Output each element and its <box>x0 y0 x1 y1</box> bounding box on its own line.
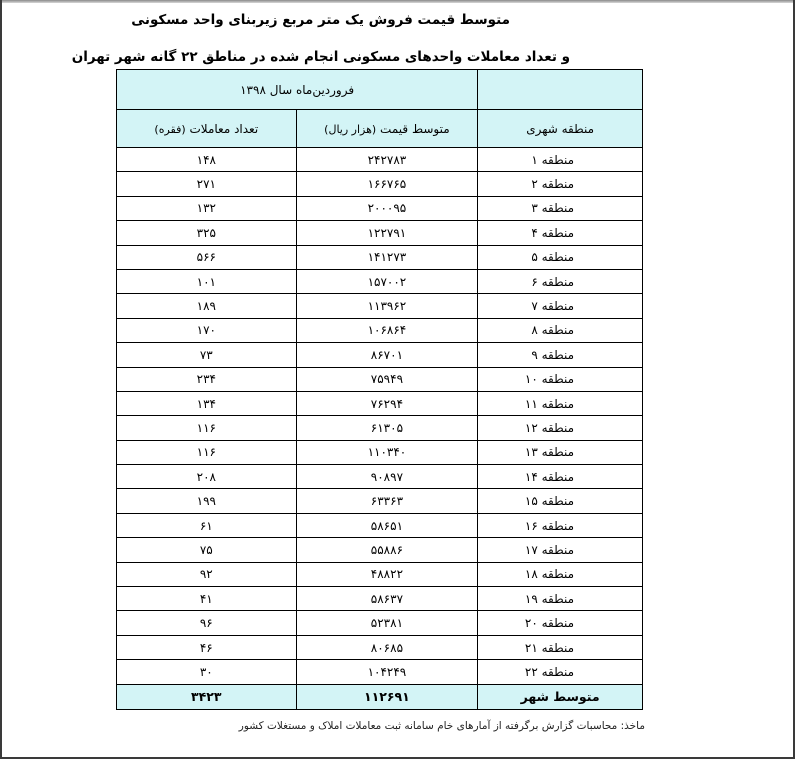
cell-price: ۵۲۳۸۱ <box>296 611 478 635</box>
table-row <box>117 489 643 513</box>
cell-count: ۲۳۴ <box>117 367 297 391</box>
cell-count: ۹۶ <box>117 611 297 635</box>
cell-region: منطقه ۱۶ <box>478 513 643 537</box>
cell-region: منطقه ۳ <box>478 196 643 220</box>
column-header-count <box>117 110 297 148</box>
table-row <box>117 611 643 635</box>
cell-region: منطقه ۱ <box>478 148 643 172</box>
cell-count: ۳۰ <box>117 660 297 684</box>
table-row <box>117 196 643 220</box>
cell-count: ۱۴۸ <box>117 148 297 172</box>
cell-count: ۱۱۶ <box>117 440 297 464</box>
cell-count: ۷۵ <box>117 538 297 562</box>
cell-region: منطقه ۵ <box>478 245 643 269</box>
table-row <box>117 513 643 537</box>
table-row <box>117 343 643 367</box>
cell-count: ۱۸۹ <box>117 294 297 318</box>
column-header-count-unit: (فقره) <box>154 122 186 136</box>
cell-count: ۴۱ <box>117 587 297 611</box>
cell-count: ۴۶ <box>117 635 297 659</box>
table-row <box>117 465 643 489</box>
cell-price: ۵۸۶۳۷ <box>296 587 478 611</box>
table-row <box>117 538 643 562</box>
cell-price: ۱۰۴۲۴۹ <box>296 660 478 684</box>
source-note: ماخذ: محاسبات گزارش برگرفته از آمارهای خام سامانه ثبت معاملات املاک و مستغلات کشور <box>238 720 645 732</box>
cell-region: منطقه ۷ <box>478 294 643 318</box>
cell-region: منطقه ۲۱ <box>478 635 643 659</box>
document-title-line-1: متوسط قیمت فروش یک متر مربع زیربنای واحد مسکونی <box>131 12 510 28</box>
document-title-line-2: و تعداد معاملات واحدهای مسکونی انجام شده در مناطق ۲۲ گانه شهر تهران <box>71 49 570 65</box>
column-header-price-unit: (هزار ریال) <box>324 122 377 136</box>
table-header-period-row <box>117 70 643 110</box>
cell-region: منطقه ۱۱ <box>478 391 643 415</box>
total-price: ۱۱۲۶۹۱ <box>296 684 478 709</box>
cell-count: ۹۲ <box>117 562 297 586</box>
table-row <box>117 660 643 684</box>
table-row <box>117 245 643 269</box>
header-empty-cell <box>478 70 643 110</box>
cell-count: ۲۰۸ <box>117 465 297 489</box>
window-left-border <box>0 0 2 759</box>
cell-region: منطقه ۱۴ <box>478 465 643 489</box>
cell-count: ۲۷۱ <box>117 172 297 196</box>
table-row <box>117 367 643 391</box>
cell-price: ۵۵۸۸۶ <box>296 538 478 562</box>
column-header-region-label: منطقه شهری <box>526 121 594 136</box>
cell-region: منطقه ۱۹ <box>478 587 643 611</box>
cell-region: منطقه ۱۵ <box>478 489 643 513</box>
table-row <box>117 221 643 245</box>
table-row <box>117 587 643 611</box>
cell-count: ۱۳۴ <box>117 391 297 415</box>
cell-region: منطقه ۱۲ <box>478 416 643 440</box>
table-row <box>117 440 643 464</box>
cell-price: ۷۶۲۹۴ <box>296 391 478 415</box>
cell-price: ۱۵۷۰۰۲ <box>296 269 478 293</box>
cell-region: منطقه ۲۰ <box>478 611 643 635</box>
column-header-price-label: متوسط قیمت <box>380 121 450 136</box>
cell-price: ۸۰۶۸۵ <box>296 635 478 659</box>
cell-region: منطقه ۶ <box>478 269 643 293</box>
window-top-border <box>0 0 795 3</box>
cell-region: منطقه ۱۸ <box>478 562 643 586</box>
cell-region: منطقه ۹ <box>478 343 643 367</box>
cell-price: ۴۸۸۲۲ <box>296 562 478 586</box>
price-table <box>116 69 643 710</box>
table-row <box>117 416 643 440</box>
cell-count: ۳۲۵ <box>117 221 297 245</box>
table-total-row <box>117 684 643 709</box>
cell-count: ۱۰۱ <box>117 269 297 293</box>
table-row <box>117 294 643 318</box>
cell-price: ۱۰۶۸۶۴ <box>296 318 478 342</box>
cell-count: ۱۹۹ <box>117 489 297 513</box>
cell-region: منطقه ۸ <box>478 318 643 342</box>
cell-price: ۹۰۸۹۷ <box>296 465 478 489</box>
table-row <box>117 318 643 342</box>
cell-region: منطقه ۱۷ <box>478 538 643 562</box>
table-row <box>117 391 643 415</box>
total-count: ۳۴۲۳ <box>117 684 297 709</box>
cell-price: ۱۲۲۷۹۱ <box>296 221 478 245</box>
header-period: فروردین‌ماه سال ۱۳۹۸ <box>117 70 478 110</box>
column-header-price <box>296 110 478 148</box>
cell-region: منطقه ۴ <box>478 221 643 245</box>
cell-price: ۶۳۳۶۳ <box>296 489 478 513</box>
total-label: متوسط شهر <box>478 684 643 709</box>
cell-region: منطقه ۱۳ <box>478 440 643 464</box>
cell-price: ۷۵۹۴۹ <box>296 367 478 391</box>
cell-count: ۱۷۰ <box>117 318 297 342</box>
cell-region: منطقه ۱۰ <box>478 367 643 391</box>
table-header-columns-row <box>117 110 643 148</box>
table-row <box>117 269 643 293</box>
cell-price: ۱۱۳۹۶۲ <box>296 294 478 318</box>
column-header-count-label: تعداد معاملات <box>189 121 259 136</box>
cell-region: منطقه ۲ <box>478 172 643 196</box>
cell-price: ۵۸۶۵۱ <box>296 513 478 537</box>
cell-price: ۱۴۱۲۷۳ <box>296 245 478 269</box>
cell-price: ۶۱۳۰۵ <box>296 416 478 440</box>
cell-count: ۷۳ <box>117 343 297 367</box>
cell-count: ۱۱۶ <box>117 416 297 440</box>
cell-count: ۶۱ <box>117 513 297 537</box>
cell-price: ۱۶۶۷۶۵ <box>296 172 478 196</box>
column-header-region <box>478 110 643 148</box>
cell-region: منطقه ۲۲ <box>478 660 643 684</box>
table-row <box>117 172 643 196</box>
cell-price: ۲۴۲۷۸۳ <box>296 148 478 172</box>
table-row <box>117 562 643 586</box>
cell-price: ۱۱۰۳۴۰ <box>296 440 478 464</box>
table-row <box>117 148 643 172</box>
cell-count: ۱۳۲ <box>117 196 297 220</box>
cell-price: ۲۰۰۰۹۵ <box>296 196 478 220</box>
cell-price: ۸۶۷۰۱ <box>296 343 478 367</box>
cell-count: ۵۶۶ <box>117 245 297 269</box>
table-row <box>117 635 643 659</box>
